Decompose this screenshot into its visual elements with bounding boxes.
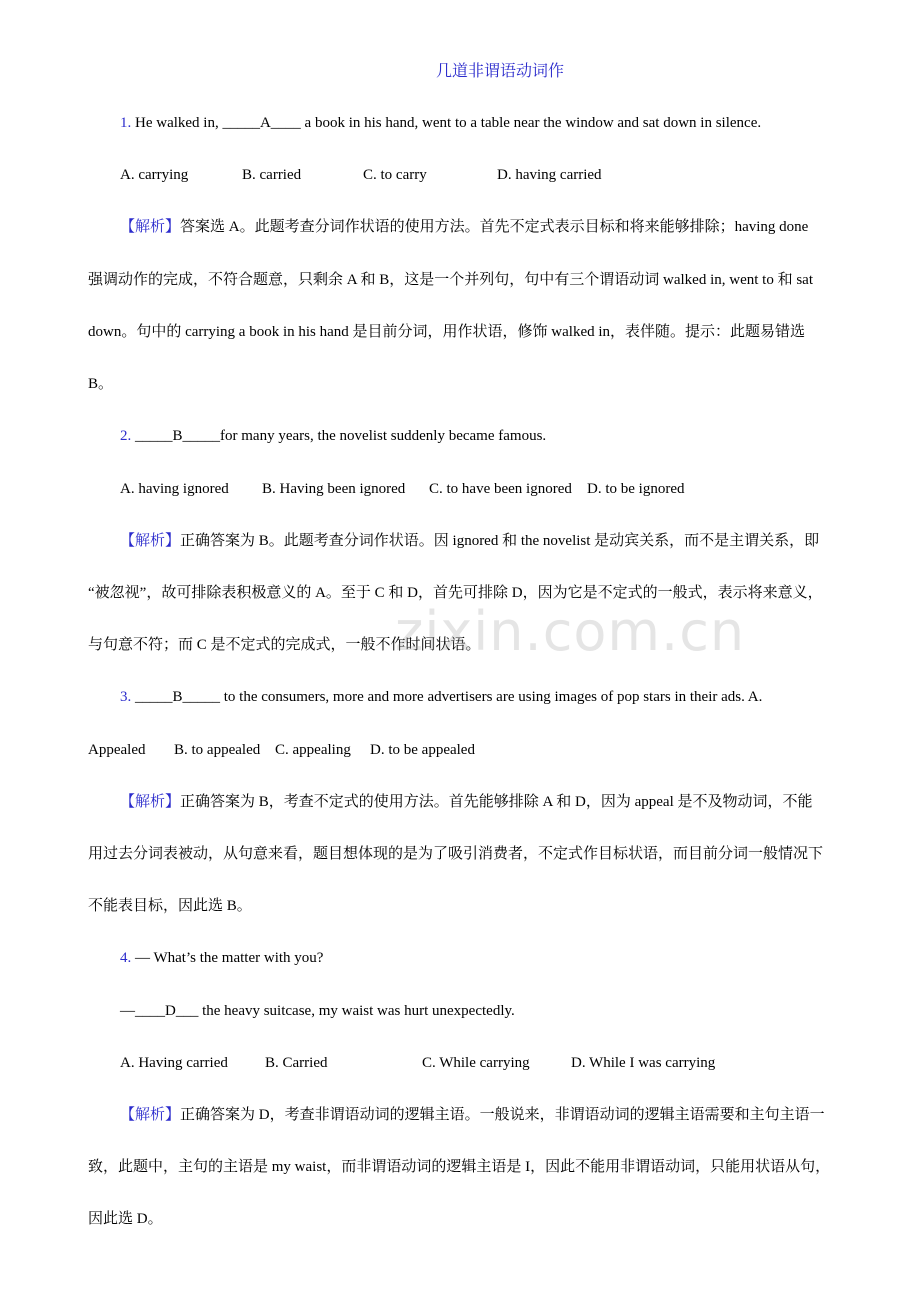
q3-analysis-line-2: 用过去分词表被动，从句意来看，题目想体现的是为了吸引消费者，不定式作目标状语，而目前分词一般情况下 bbox=[88, 846, 824, 862]
question-3-number: 3. bbox=[120, 689, 132, 705]
question-2-number: 2. bbox=[120, 428, 132, 444]
q2-option-b: B. Having been ignored bbox=[262, 481, 406, 497]
q4-option-d: D. While I was carrying bbox=[571, 1055, 716, 1071]
q2-analysis-line-2: “被忽视”，故可排除表积极意义的 A。至于 C 和 D，首先可排除 D，因为它是不定式的一般式，表示将来意义， bbox=[88, 585, 823, 601]
q3-option-b: B. to appealed bbox=[174, 742, 261, 758]
question-4-stem bbox=[120, 947, 323, 969]
q3-option-c: C. appealing bbox=[275, 742, 351, 758]
q2-option-d: D. to be ignored bbox=[587, 481, 685, 497]
question-2-options bbox=[120, 478, 684, 500]
question-1-number: 1. bbox=[120, 115, 132, 131]
question-1-stem bbox=[120, 112, 761, 134]
q4-option-b: B. Carried bbox=[265, 1055, 328, 1071]
q4-analysis-line-3: 因此选 D。 bbox=[88, 1211, 163, 1227]
question-1-options bbox=[120, 164, 602, 186]
q4-analysis-line-2: 致，此题中，主句的主语是 my waist，而非谓语动词的逻辑主语是 I，因此不能用非谓语动词，只能用状语从句， bbox=[88, 1159, 831, 1175]
question-2-stem bbox=[120, 425, 546, 447]
question-3-stem bbox=[120, 686, 762, 708]
q3-option-a: Appealed bbox=[88, 742, 146, 758]
q1-analysis-line-1: 【解析】答案选 A。此题考查分词作状语的使用方法。首先不定式表示目标和将来能够排除；having done bbox=[120, 219, 809, 235]
question-4-stem-2: —____D___ the heavy suitcase, my waist was hurt unexpectedly. bbox=[120, 1003, 515, 1019]
q1-option-b: B. carried bbox=[242, 167, 302, 183]
q1-option-a: A. carrying bbox=[120, 167, 189, 183]
question-4-options bbox=[120, 1052, 715, 1074]
question-4-number: 4. bbox=[120, 950, 132, 966]
question-3-options bbox=[88, 739, 475, 761]
analysis-tag: 【解析】 bbox=[120, 533, 181, 549]
q3-analysis-line-1: 【解析】正确答案为 B，考查不定式的使用方法。首先能够排除 A 和 D，因为 appeal 是不及物动词，不能 bbox=[120, 794, 813, 810]
q2-analysis-line-1: 【解析】正确答案为 B。此题考查分词作状语。因 ignored 和 the novelist 是动宾关系，而不是主谓关系，即 bbox=[120, 533, 820, 549]
q1-analysis-line-4: B。 bbox=[88, 376, 114, 392]
q1-analysis-line-3: down。句中的 carrying a book in his hand 是目前分词，用作状语，修饰 walked in，表伴随。提示：此题易错选 bbox=[88, 324, 806, 340]
q3-option-d: D. to be appealed bbox=[370, 742, 475, 758]
analysis-tag: 【解析】 bbox=[120, 219, 181, 235]
q2-option-c: C. to have been ignored bbox=[429, 481, 572, 497]
q4-option-c: C. While carrying bbox=[422, 1055, 530, 1071]
q4-option-a: A. Having carried bbox=[120, 1055, 228, 1071]
question-1-text: He walked in, _____A____ a book in his hand, went to a table near the window and sat down in silence. bbox=[131, 115, 762, 131]
analysis-tag: 【解析】 bbox=[120, 794, 181, 810]
q4-analysis-line-1: 【解析】正确答案为 D，考查非谓语动词的逻辑主语。一般说来，非谓语动词的逻辑主语需要和主句主语一 bbox=[120, 1107, 825, 1123]
page-title: 几道非谓语动词作 bbox=[435, 63, 564, 80]
analysis-tag: 【解析】 bbox=[120, 1107, 181, 1123]
watermark: zixin.com.cn bbox=[395, 600, 746, 663]
q3-analysis-line-3: 不能表目标，因此选 B。 bbox=[88, 898, 252, 914]
q2-analysis-line-3: 与句意不符；而 C 是不定式的完成式，一般不作时间状语。 bbox=[88, 637, 481, 653]
q2-option-a: A. having ignored bbox=[120, 481, 229, 497]
q1-option-d: D. having carried bbox=[497, 167, 602, 183]
question-4-text: — What’s the matter with you? bbox=[131, 950, 324, 966]
question-3-text: _____B_____ to the consumers, more and more advertisers are using images of pop stars in their ads. A. bbox=[131, 689, 763, 705]
q1-analysis-line-2: 强调动作的完成，不符合题意，只剩余 A 和 B，这是一个并列句，句中有三个谓语动词 walked in, went to 和 sat bbox=[88, 272, 813, 288]
question-2-text: _____B_____for many years, the novelist suddenly became famous. bbox=[131, 428, 547, 444]
q1-option-c: C. to carry bbox=[363, 167, 427, 183]
